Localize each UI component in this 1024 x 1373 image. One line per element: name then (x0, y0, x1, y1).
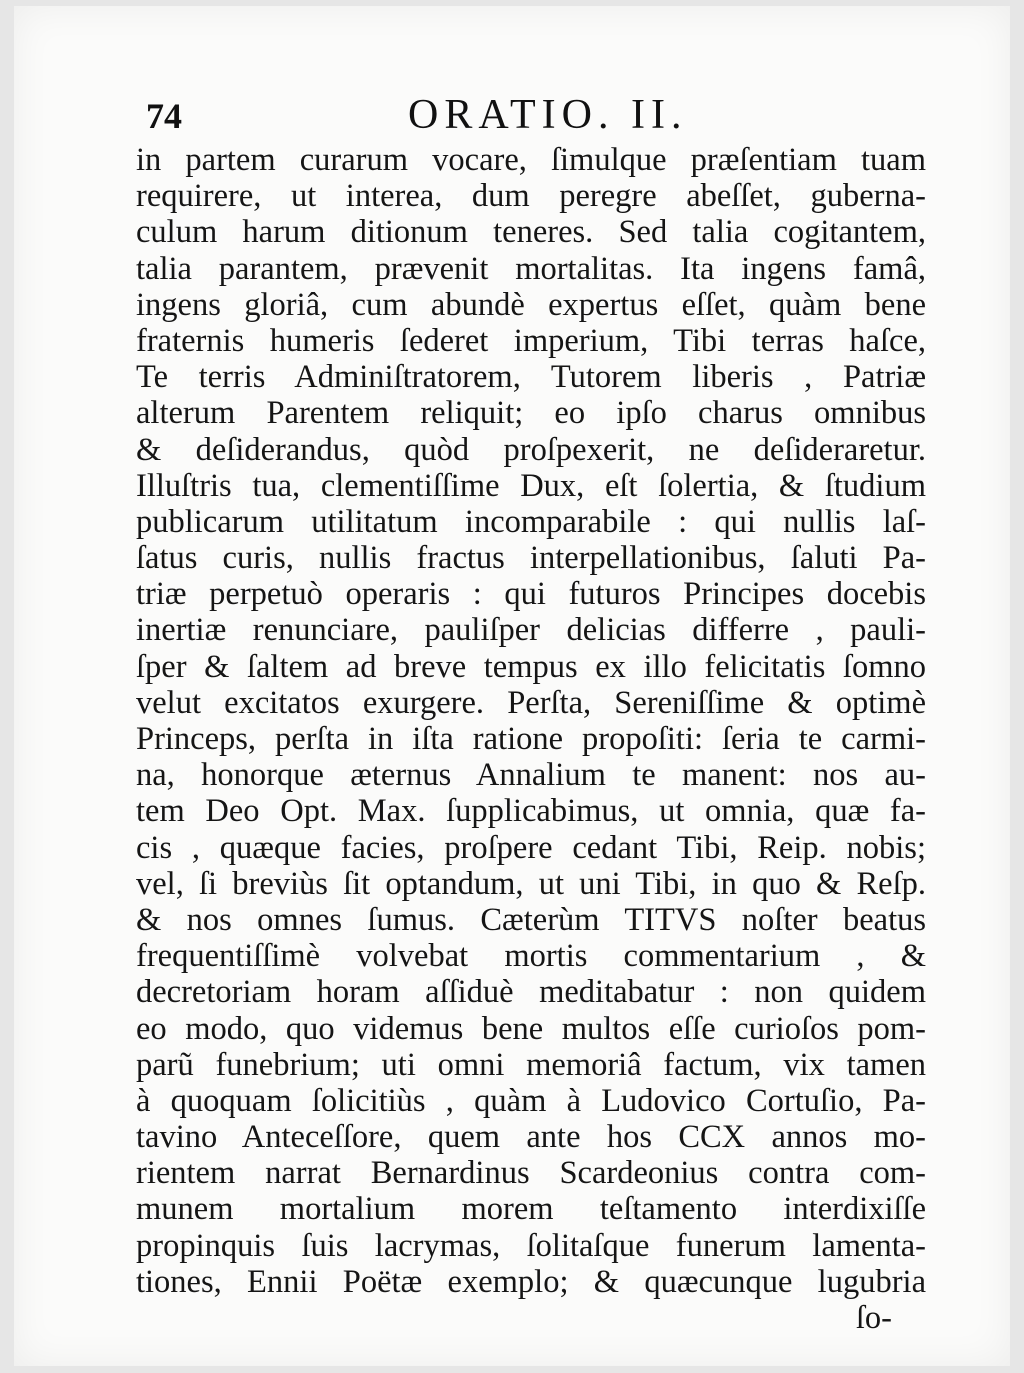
text-line: talia parantem, prævenit mortalitas. Ita ingens famâ, (136, 250, 926, 287)
text-line: rientem narrat Bernardinus Scardeonius contra com- (136, 1155, 926, 1192)
running-head: ORATIO. II. (408, 92, 688, 138)
text-line: Princeps, perſta in iſta ratione propoſiti: ſeria te carmi- (136, 721, 926, 757)
text-line: alterum Parentem reliquit; eo ipſo charus omnibus (136, 395, 926, 432)
text-line: Te terris Adminiſtratorem, Tutorem liberis , Patriæ (136, 359, 926, 396)
text-line: Illuſtris tua, clementiſſime Dux, eſt ſolertia, & ſtudium (136, 467, 926, 504)
text-line: propinquis ſuis lacrymas, ſolitaſque funerum lamenta- (136, 1227, 926, 1264)
page-header (146, 91, 946, 143)
text-line: à quoquam ſolicitiùs , quàm à Ludovico Cortuſio, Pa- (136, 1082, 926, 1119)
page-number: 74 (146, 96, 182, 136)
text-line: & nos omnes ſumus. Cæterùm TITVS noſter beatus (136, 901, 926, 938)
text-line: inertiæ renunciare, pauliſper delicias differre , pauli- (136, 612, 926, 649)
text-line: & deſiderandus, quòd proſpexerit, ne deſideraretur. (136, 431, 926, 468)
text-line: na, honorque æternus Annalium te manent: nos au- (136, 757, 926, 794)
text-line: tem Deo Opt. Max. ſupplicabimus, ut omnia, quæ fa- (136, 793, 926, 830)
text-line: ſatus curis, nullis fractus interpellationibus, ſaluti Pa- (136, 540, 926, 577)
text-line: in partem curarum vocare, ſimulque præſentiam tuam (136, 142, 926, 178)
text-line: vel, ſi breviùs ſit optandum, ut uni Tibi, in quo & Reſp. (136, 865, 926, 902)
text-line: eo modo, quo videmus bene multos eſſe curioſos pom- (136, 1010, 926, 1047)
text-line: tiones, Ennii Poëtæ exemplo; & quæcunque lugubria (136, 1263, 926, 1300)
text-line: tavino Anteceſſore, quem ante hos CCX annos mo- (136, 1119, 926, 1156)
text-line: fraternis humeris ſederet imperium, Tibi terras haſce, (136, 322, 926, 359)
text-line: decretoriam horam aſſiduè meditabatur : non quidem (136, 974, 926, 1011)
catchword: ſo- (855, 1300, 892, 1336)
text-line: munem mortalium morem teſtamento interdixiſſe (136, 1191, 926, 1228)
text-line: velut excitatos exurgere. Perſta, Sereniſſime & optimè (136, 684, 926, 721)
text-line: requirere, ut interea, dum peregre abeſſet, guberna- (136, 178, 926, 215)
text-line: cis , quæque facies, proſpere cedant Tibi, Reip. nobis; (136, 829, 926, 866)
text-line: culum harum ditionum teneres. Sed talia cogitantem, (136, 214, 926, 251)
text-line: ſper & ſaltem ad breve tempus ex illo felicitatis ſomno (136, 648, 926, 685)
text-line: frequentiſſimè volvebat mortis commentarium , & (136, 938, 926, 975)
text-line: parũ funebrium; uti omni memoriâ factum, vix tamen (136, 1046, 926, 1083)
body-text (136, 142, 926, 1336)
text-line: triæ perpetuò operaris : qui futuros Principes docebis (136, 576, 926, 613)
text-line: ingens gloriâ, cum abundè expertus eſſet, quàm bene (136, 286, 926, 323)
text-line: publicarum utilitatum incomparabile : qui nullis laſ- (136, 503, 926, 540)
